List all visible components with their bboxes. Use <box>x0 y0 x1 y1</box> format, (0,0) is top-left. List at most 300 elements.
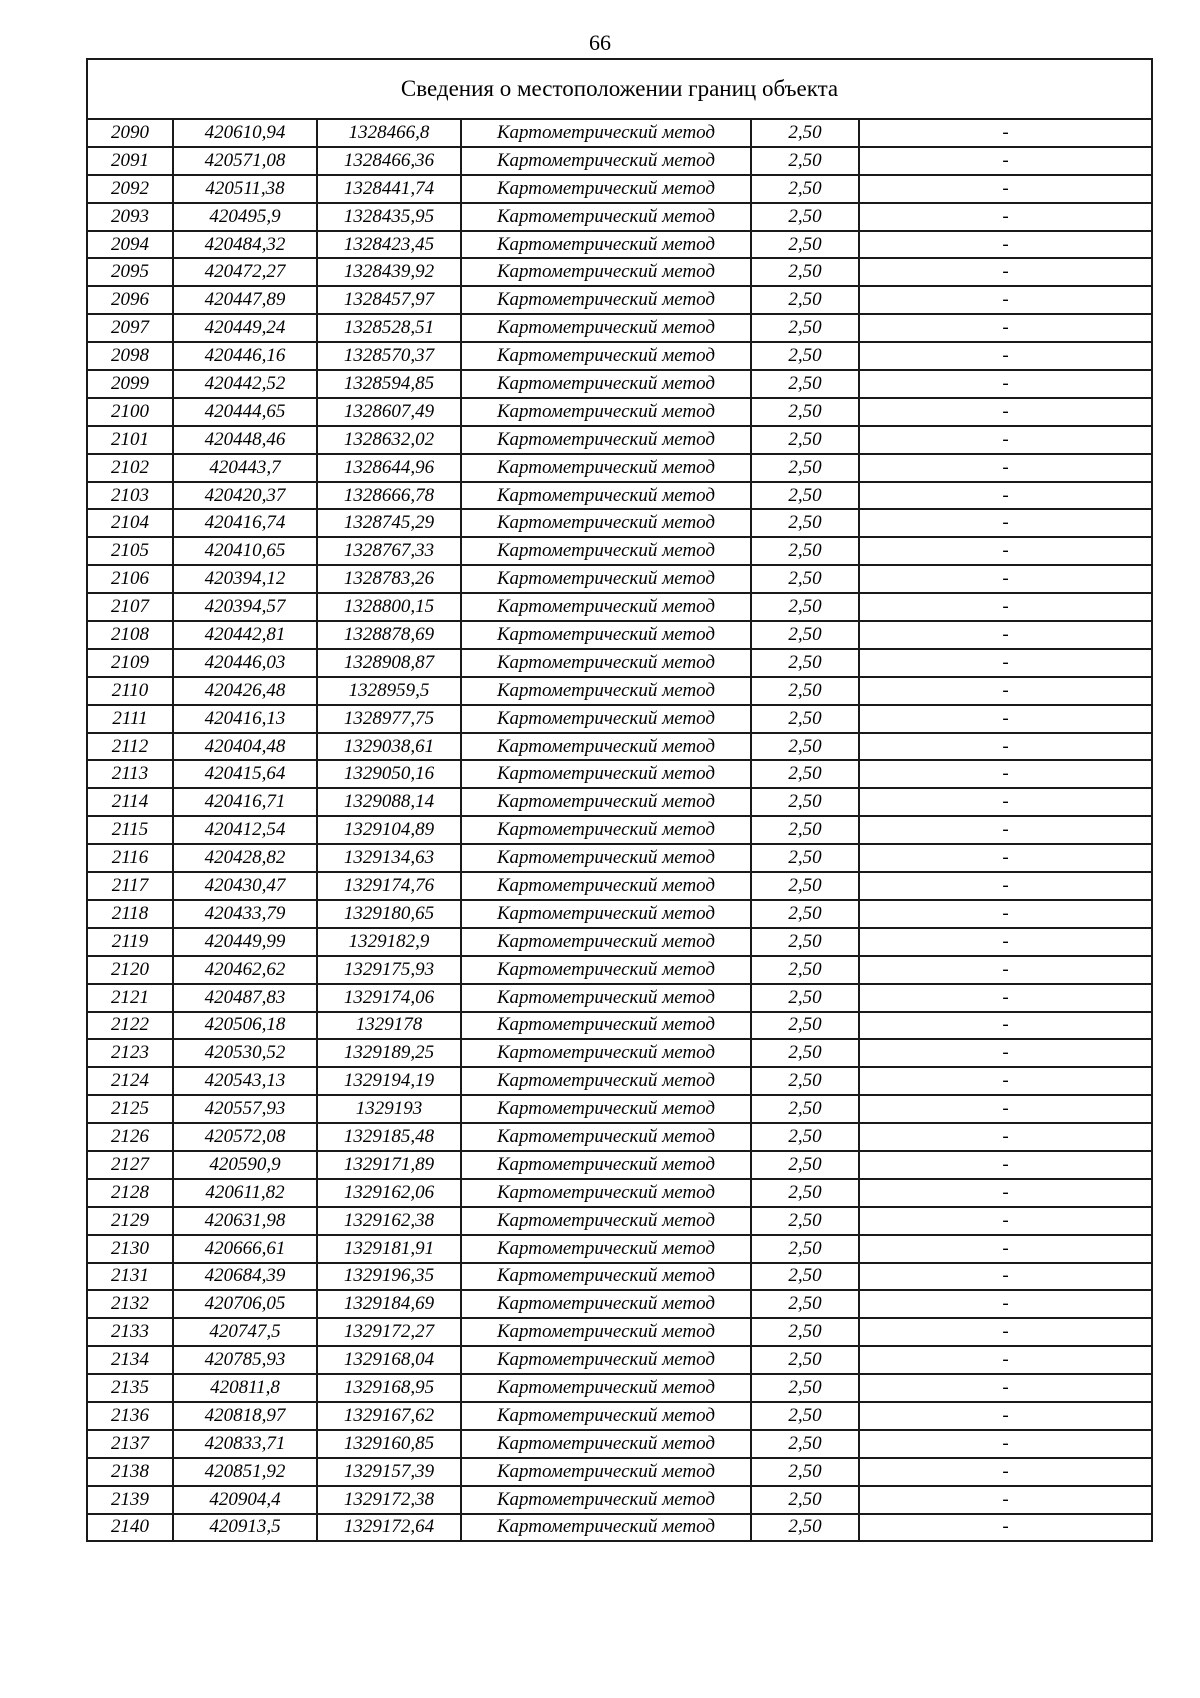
precision-cell: 2,50 <box>751 1235 859 1263</box>
precision-cell: 2,50 <box>751 175 859 203</box>
x-coordinate-cell: 420394,12 <box>173 565 317 593</box>
x-coordinate-cell: 420511,38 <box>173 175 317 203</box>
method-cell: Картометрический метод <box>461 788 751 816</box>
y-coordinate-cell: 1328878,69 <box>317 621 461 649</box>
method-cell: Картометрический метод <box>461 928 751 956</box>
precision-cell: 2,50 <box>751 509 859 537</box>
table-row <box>87 1151 1152 1179</box>
method-cell: Картометрический метод <box>461 1290 751 1318</box>
description-cell: - <box>859 900 1152 928</box>
description-cell: - <box>859 426 1152 454</box>
point-number-cell: 2129 <box>87 1207 173 1235</box>
description-cell: - <box>859 258 1152 286</box>
description-cell: - <box>859 984 1152 1012</box>
table-row <box>87 454 1152 482</box>
y-coordinate-cell: 1328423,45 <box>317 231 461 259</box>
x-coordinate-cell: 420428,82 <box>173 844 317 872</box>
method-cell: Картометрический метод <box>461 1123 751 1151</box>
x-coordinate-cell: 420530,52 <box>173 1039 317 1067</box>
method-cell: Картометрический метод <box>461 1179 751 1207</box>
method-cell: Картометрический метод <box>461 1346 751 1374</box>
x-coordinate-cell: 420416,71 <box>173 788 317 816</box>
table-row <box>87 788 1152 816</box>
point-number-cell: 2114 <box>87 788 173 816</box>
method-cell: Картометрический метод <box>461 956 751 984</box>
x-coordinate-cell: 420785,93 <box>173 1346 317 1374</box>
method-cell: Картометрический метод <box>461 872 751 900</box>
table-row <box>87 398 1152 426</box>
precision-cell: 2,50 <box>751 1067 859 1095</box>
description-cell: - <box>859 1458 1152 1486</box>
method-cell: Картометрический метод <box>461 1235 751 1263</box>
precision-cell: 2,50 <box>751 844 859 872</box>
y-coordinate-cell: 1329185,48 <box>317 1123 461 1151</box>
description-cell: - <box>859 203 1152 231</box>
x-coordinate-cell: 420444,65 <box>173 398 317 426</box>
y-coordinate-cell: 1328466,8 <box>317 119 461 147</box>
point-number-cell: 2139 <box>87 1486 173 1514</box>
table-row <box>87 509 1152 537</box>
table-row <box>87 1179 1152 1207</box>
y-coordinate-cell: 1329196,35 <box>317 1263 461 1291</box>
x-coordinate-cell: 420472,27 <box>173 258 317 286</box>
precision-cell: 2,50 <box>751 258 859 286</box>
x-coordinate-cell: 420495,9 <box>173 203 317 231</box>
x-coordinate-cell: 420449,24 <box>173 314 317 342</box>
precision-cell: 2,50 <box>751 1179 859 1207</box>
method-cell: Картометрический метод <box>461 258 751 286</box>
description-cell: - <box>859 621 1152 649</box>
precision-cell: 2,50 <box>751 231 859 259</box>
y-coordinate-cell: 1328570,37 <box>317 342 461 370</box>
precision-cell: 2,50 <box>751 370 859 398</box>
table-row <box>87 1263 1152 1291</box>
description-cell: - <box>859 342 1152 370</box>
point-number-cell: 2130 <box>87 1235 173 1263</box>
description-cell: - <box>859 1318 1152 1346</box>
precision-cell: 2,50 <box>751 733 859 761</box>
method-cell: Картометрический метод <box>461 314 751 342</box>
point-number-cell: 2124 <box>87 1067 173 1095</box>
y-coordinate-cell: 1329038,61 <box>317 733 461 761</box>
method-cell: Картометрический метод <box>461 1263 751 1291</box>
table-row <box>87 231 1152 259</box>
description-cell: - <box>859 1486 1152 1514</box>
table-row <box>87 1290 1152 1318</box>
precision-cell: 2,50 <box>751 956 859 984</box>
point-number-cell: 2118 <box>87 900 173 928</box>
description-cell: - <box>859 788 1152 816</box>
point-number-cell: 2122 <box>87 1012 173 1040</box>
y-coordinate-cell: 1328441,74 <box>317 175 461 203</box>
x-coordinate-cell: 420506,18 <box>173 1012 317 1040</box>
precision-cell: 2,50 <box>751 621 859 649</box>
x-coordinate-cell: 420611,82 <box>173 1179 317 1207</box>
point-number-cell: 2094 <box>87 231 173 259</box>
precision-cell: 2,50 <box>751 1263 859 1291</box>
point-number-cell: 2110 <box>87 677 173 705</box>
y-coordinate-cell: 1328908,87 <box>317 649 461 677</box>
precision-cell: 2,50 <box>751 426 859 454</box>
method-cell: Картометрический метод <box>461 1430 751 1458</box>
y-coordinate-cell: 1329162,06 <box>317 1179 461 1207</box>
x-coordinate-cell: 420443,7 <box>173 454 317 482</box>
table-row <box>87 1123 1152 1151</box>
point-number-cell: 2092 <box>87 175 173 203</box>
description-cell: - <box>859 537 1152 565</box>
description-cell: - <box>859 1402 1152 1430</box>
table-row <box>87 258 1152 286</box>
method-cell: Картометрический метод <box>461 1458 751 1486</box>
y-coordinate-cell: 1329175,93 <box>317 956 461 984</box>
x-coordinate-cell: 420433,79 <box>173 900 317 928</box>
method-cell: Картометрический метод <box>461 1514 751 1542</box>
method-cell: Картометрический метод <box>461 119 751 147</box>
y-coordinate-cell: 1328528,51 <box>317 314 461 342</box>
table-row <box>87 119 1152 147</box>
table-row <box>87 175 1152 203</box>
x-coordinate-cell: 420747,5 <box>173 1318 317 1346</box>
precision-cell: 2,50 <box>751 1402 859 1430</box>
method-cell: Картометрический метод <box>461 984 751 1012</box>
precision-cell: 2,50 <box>751 1458 859 1486</box>
x-coordinate-cell: 420442,52 <box>173 370 317 398</box>
method-cell: Картометрический метод <box>461 1318 751 1346</box>
y-coordinate-cell: 1328439,92 <box>317 258 461 286</box>
description-cell: - <box>859 1290 1152 1318</box>
method-cell: Картометрический метод <box>461 1402 751 1430</box>
description-cell: - <box>859 760 1152 788</box>
table-row <box>87 1514 1152 1542</box>
description-cell: - <box>859 1235 1152 1263</box>
method-cell: Картометрический метод <box>461 1486 751 1514</box>
boundary-coordinates-table <box>86 58 1153 1542</box>
point-number-cell: 2095 <box>87 258 173 286</box>
method-cell: Картометрический метод <box>461 900 751 928</box>
precision-cell: 2,50 <box>751 565 859 593</box>
table-row <box>87 593 1152 621</box>
x-coordinate-cell: 420404,48 <box>173 733 317 761</box>
x-coordinate-cell: 420543,13 <box>173 1067 317 1095</box>
point-number-cell: 2100 <box>87 398 173 426</box>
y-coordinate-cell: 1328767,33 <box>317 537 461 565</box>
table-row <box>87 1374 1152 1402</box>
x-coordinate-cell: 420415,64 <box>173 760 317 788</box>
x-coordinate-cell: 420447,89 <box>173 286 317 314</box>
point-number-cell: 2137 <box>87 1430 173 1458</box>
x-coordinate-cell: 420487,83 <box>173 984 317 1012</box>
table-title: Сведения о местоположении границ объекта <box>87 59 1152 119</box>
table-row <box>87 1458 1152 1486</box>
description-cell: - <box>859 928 1152 956</box>
y-coordinate-cell: 1329174,06 <box>317 984 461 1012</box>
y-coordinate-cell: 1329172,64 <box>317 1514 461 1542</box>
table-row <box>87 342 1152 370</box>
y-coordinate-cell: 1328644,96 <box>317 454 461 482</box>
precision-cell: 2,50 <box>751 760 859 788</box>
table-row <box>87 314 1152 342</box>
point-number-cell: 2093 <box>87 203 173 231</box>
x-coordinate-cell: 420851,92 <box>173 1458 317 1486</box>
table-row <box>87 928 1152 956</box>
x-coordinate-cell: 420394,57 <box>173 593 317 621</box>
method-cell: Картометрический метод <box>461 454 751 482</box>
description-cell: - <box>859 1207 1152 1235</box>
precision-cell: 2,50 <box>751 203 859 231</box>
description-cell: - <box>859 677 1152 705</box>
point-number-cell: 2098 <box>87 342 173 370</box>
table-row <box>87 1012 1152 1040</box>
y-coordinate-cell: 1329134,63 <box>317 844 461 872</box>
y-coordinate-cell: 1329193 <box>317 1095 461 1123</box>
precision-cell: 2,50 <box>751 1430 859 1458</box>
table-row <box>87 537 1152 565</box>
y-coordinate-cell: 1328607,49 <box>317 398 461 426</box>
point-number-cell: 2127 <box>87 1151 173 1179</box>
precision-cell: 2,50 <box>751 816 859 844</box>
x-coordinate-cell: 420833,71 <box>173 1430 317 1458</box>
point-number-cell: 2112 <box>87 733 173 761</box>
table-row <box>87 816 1152 844</box>
x-coordinate-cell: 420462,62 <box>173 956 317 984</box>
y-coordinate-cell: 1329167,62 <box>317 1402 461 1430</box>
x-coordinate-cell: 420430,47 <box>173 872 317 900</box>
precision-cell: 2,50 <box>751 593 859 621</box>
x-coordinate-cell: 420410,65 <box>173 537 317 565</box>
y-coordinate-cell: 1329182,9 <box>317 928 461 956</box>
description-cell: - <box>859 175 1152 203</box>
precision-cell: 2,50 <box>751 314 859 342</box>
table-row <box>87 844 1152 872</box>
point-number-cell: 2111 <box>87 705 173 733</box>
y-coordinate-cell: 1329162,38 <box>317 1207 461 1235</box>
table-row <box>87 1486 1152 1514</box>
method-cell: Картометрический метод <box>461 1095 751 1123</box>
description-cell: - <box>859 1346 1152 1374</box>
description-cell: - <box>859 1263 1152 1291</box>
description-cell: - <box>859 1151 1152 1179</box>
description-cell: - <box>859 816 1152 844</box>
y-coordinate-cell: 1329157,39 <box>317 1458 461 1486</box>
description-cell: - <box>859 370 1152 398</box>
x-coordinate-cell: 420904,4 <box>173 1486 317 1514</box>
description-cell: - <box>859 119 1152 147</box>
table-row <box>87 760 1152 788</box>
method-cell: Картометрический метод <box>461 1151 751 1179</box>
table-row <box>87 482 1152 510</box>
table-row <box>87 649 1152 677</box>
table-row <box>87 984 1152 1012</box>
precision-cell: 2,50 <box>751 872 859 900</box>
precision-cell: 2,50 <box>751 1486 859 1514</box>
y-coordinate-cell: 1329104,89 <box>317 816 461 844</box>
description-cell: - <box>859 454 1152 482</box>
method-cell: Картометрический метод <box>461 844 751 872</box>
method-cell: Картометрический метод <box>461 509 751 537</box>
point-number-cell: 2140 <box>87 1514 173 1542</box>
point-number-cell: 2134 <box>87 1346 173 1374</box>
method-cell: Картометрический метод <box>461 398 751 426</box>
precision-cell: 2,50 <box>751 147 859 175</box>
table-row <box>87 370 1152 398</box>
x-coordinate-cell: 420426,48 <box>173 677 317 705</box>
point-number-cell: 2116 <box>87 844 173 872</box>
precision-cell: 2,50 <box>751 1346 859 1374</box>
method-cell: Картометрический метод <box>461 426 751 454</box>
method-cell: Картометрический метод <box>461 342 751 370</box>
x-coordinate-cell: 420572,08 <box>173 1123 317 1151</box>
precision-cell: 2,50 <box>751 119 859 147</box>
x-coordinate-cell: 420484,32 <box>173 231 317 259</box>
method-cell: Картометрический метод <box>461 621 751 649</box>
y-coordinate-cell: 1329189,25 <box>317 1039 461 1067</box>
point-number-cell: 2096 <box>87 286 173 314</box>
description-cell: - <box>859 1430 1152 1458</box>
point-number-cell: 2132 <box>87 1290 173 1318</box>
method-cell: Картометрический метод <box>461 175 751 203</box>
description-cell: - <box>859 147 1152 175</box>
description-cell: - <box>859 1067 1152 1095</box>
precision-cell: 2,50 <box>751 900 859 928</box>
point-number-cell: 2120 <box>87 956 173 984</box>
table-row <box>87 705 1152 733</box>
method-cell: Картометрический метод <box>461 286 751 314</box>
y-coordinate-cell: 1329181,91 <box>317 1235 461 1263</box>
table-row <box>87 1095 1152 1123</box>
precision-cell: 2,50 <box>751 649 859 677</box>
y-coordinate-cell: 1329174,76 <box>317 872 461 900</box>
point-number-cell: 2135 <box>87 1374 173 1402</box>
description-cell: - <box>859 398 1152 426</box>
description-cell: - <box>859 956 1152 984</box>
x-coordinate-cell: 420706,05 <box>173 1290 317 1318</box>
method-cell: Картометрический метод <box>461 482 751 510</box>
description-cell: - <box>859 649 1152 677</box>
precision-cell: 2,50 <box>751 1123 859 1151</box>
method-cell: Картометрический метод <box>461 1012 751 1040</box>
point-number-cell: 2109 <box>87 649 173 677</box>
description-cell: - <box>859 509 1152 537</box>
point-number-cell: 2103 <box>87 482 173 510</box>
table-row <box>87 203 1152 231</box>
point-number-cell: 2101 <box>87 426 173 454</box>
precision-cell: 2,50 <box>751 677 859 705</box>
x-coordinate-cell: 420610,94 <box>173 119 317 147</box>
x-coordinate-cell: 420811,8 <box>173 1374 317 1402</box>
precision-cell: 2,50 <box>751 1374 859 1402</box>
precision-cell: 2,50 <box>751 1290 859 1318</box>
point-number-cell: 2126 <box>87 1123 173 1151</box>
precision-cell: 2,50 <box>751 537 859 565</box>
point-number-cell: 2136 <box>87 1402 173 1430</box>
method-cell: Картометрический метод <box>461 677 751 705</box>
table-title-row <box>87 59 1152 119</box>
method-cell: Картометрический метод <box>461 537 751 565</box>
table-row <box>87 1067 1152 1095</box>
precision-cell: 2,50 <box>751 342 859 370</box>
precision-cell: 2,50 <box>751 1012 859 1040</box>
x-coordinate-cell: 420416,74 <box>173 509 317 537</box>
table-row <box>87 1318 1152 1346</box>
x-coordinate-cell: 420448,46 <box>173 426 317 454</box>
precision-cell: 2,50 <box>751 1095 859 1123</box>
method-cell: Картометрический метод <box>461 1067 751 1095</box>
table-row <box>87 1430 1152 1458</box>
y-coordinate-cell: 1328666,78 <box>317 482 461 510</box>
description-cell: - <box>859 1123 1152 1151</box>
point-number-cell: 2133 <box>87 1318 173 1346</box>
table-row <box>87 147 1152 175</box>
description-cell: - <box>859 593 1152 621</box>
x-coordinate-cell: 420557,93 <box>173 1095 317 1123</box>
table-row <box>87 956 1152 984</box>
x-coordinate-cell: 420449,99 <box>173 928 317 956</box>
y-coordinate-cell: 1329172,38 <box>317 1486 461 1514</box>
point-number-cell: 2097 <box>87 314 173 342</box>
method-cell: Картометрический метод <box>461 1374 751 1402</box>
y-coordinate-cell: 1329180,65 <box>317 900 461 928</box>
method-cell: Картометрический метод <box>461 147 751 175</box>
x-coordinate-cell: 420412,54 <box>173 816 317 844</box>
description-cell: - <box>859 482 1152 510</box>
table-row <box>87 426 1152 454</box>
point-number-cell: 2131 <box>87 1263 173 1291</box>
table-row <box>87 900 1152 928</box>
precision-cell: 2,50 <box>751 984 859 1012</box>
point-number-cell: 2099 <box>87 370 173 398</box>
y-coordinate-cell: 1328959,5 <box>317 677 461 705</box>
table-row <box>87 872 1152 900</box>
point-number-cell: 2104 <box>87 509 173 537</box>
page-number: 66 <box>589 30 611 55</box>
y-coordinate-cell: 1328457,97 <box>317 286 461 314</box>
method-cell: Картометрический метод <box>461 203 751 231</box>
table-row <box>87 286 1152 314</box>
description-cell: - <box>859 1179 1152 1207</box>
description-cell: - <box>859 231 1152 259</box>
table-row <box>87 1207 1152 1235</box>
description-cell: - <box>859 1012 1152 1040</box>
precision-cell: 2,50 <box>751 1318 859 1346</box>
y-coordinate-cell: 1328466,36 <box>317 147 461 175</box>
y-coordinate-cell: 1329050,16 <box>317 760 461 788</box>
table-row <box>87 677 1152 705</box>
method-cell: Картометрический метод <box>461 1039 751 1067</box>
table-row <box>87 1402 1152 1430</box>
x-coordinate-cell: 420416,13 <box>173 705 317 733</box>
method-cell: Картометрический метод <box>461 705 751 733</box>
y-coordinate-cell: 1328783,26 <box>317 565 461 593</box>
point-number-cell: 2106 <box>87 565 173 593</box>
y-coordinate-cell: 1328594,85 <box>317 370 461 398</box>
description-cell: - <box>859 1514 1152 1542</box>
point-number-cell: 2117 <box>87 872 173 900</box>
point-number-cell: 2119 <box>87 928 173 956</box>
method-cell: Картометрический метод <box>461 760 751 788</box>
method-cell: Картометрический метод <box>461 370 751 398</box>
precision-cell: 2,50 <box>751 286 859 314</box>
point-number-cell: 2121 <box>87 984 173 1012</box>
table-row <box>87 1235 1152 1263</box>
description-cell: - <box>859 1095 1152 1123</box>
x-coordinate-cell: 420442,81 <box>173 621 317 649</box>
table-row <box>87 621 1152 649</box>
y-coordinate-cell: 1328977,75 <box>317 705 461 733</box>
point-number-cell: 2090 <box>87 119 173 147</box>
y-coordinate-cell: 1329088,14 <box>317 788 461 816</box>
x-coordinate-cell: 420420,37 <box>173 482 317 510</box>
description-cell: - <box>859 844 1152 872</box>
